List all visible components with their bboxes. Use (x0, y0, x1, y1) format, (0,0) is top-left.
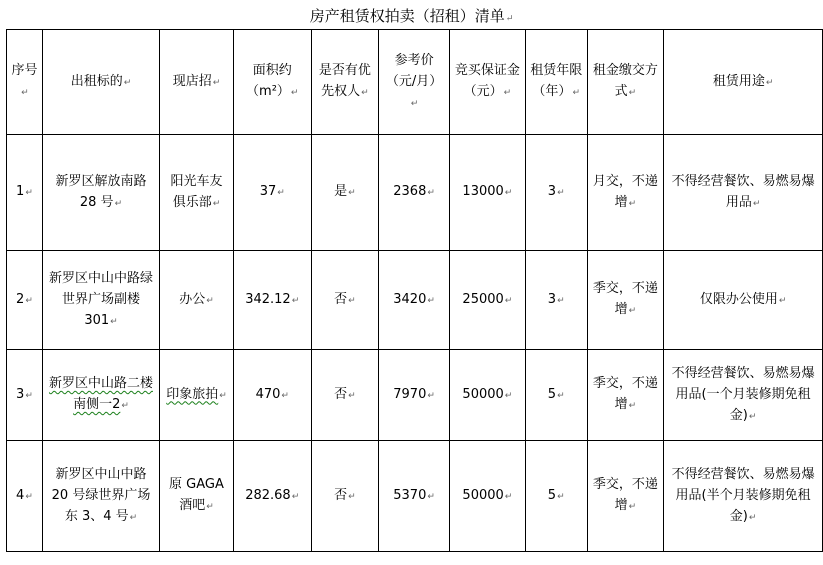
paragraph-mark-icon: ↵ (765, 77, 774, 88)
cell-deposit: 50000↵ (449, 441, 525, 552)
paragraph-mark-icon: ↵ (206, 502, 214, 512)
cell-priority: 是↵ (311, 135, 379, 251)
cell-term: 3↵ (525, 135, 587, 251)
header-priority: 是否有优先权人↵ (311, 30, 379, 135)
paragraph-mark-icon: ↵ (21, 88, 29, 98)
paragraph-mark-icon: ↵ (348, 491, 356, 502)
paragraph-mark-icon: ↵ (752, 198, 761, 209)
paragraph-mark-icon: ↵ (427, 390, 435, 401)
cell-area: 282.68↵ (233, 441, 311, 552)
paragraph-mark-icon: ↵ (348, 295, 356, 306)
cell-usage: 不得经营餐饮、易燃易爆用品↵ (664, 135, 823, 251)
cell-payment: 季交，不递增↵ (587, 350, 664, 441)
cell-ref-price: 3420↵ (379, 251, 450, 350)
cell-target: 新罗区解放南路 28 号↵ (42, 135, 159, 251)
paragraph-mark-icon: ↵ (748, 411, 757, 422)
paragraph-mark-icon: ↵ (212, 77, 221, 88)
paragraph-mark-icon: ↵ (219, 390, 227, 401)
cell-current-sign: 印象旅拍↵ (160, 350, 234, 441)
cell-deposit: 50000↵ (449, 350, 525, 441)
cell-ref-price: 7970↵ (379, 350, 450, 441)
cell-area: 470↵ (233, 350, 311, 441)
cell-current-sign: 原 GAGA 酒吧↵ (160, 441, 234, 552)
cell-target: 新罗区中山中路 20 号绿世界广场东 3、4 号↵ (42, 441, 159, 552)
cell-usage: 仅限办公使用↵ (664, 251, 823, 350)
cell-priority: 否↵ (311, 350, 379, 441)
paragraph-mark-icon: ↵ (25, 188, 33, 198)
header-current-sign: 现店招↵ (160, 30, 234, 135)
paragraph-mark-icon: ↵ (212, 198, 221, 209)
paragraph-mark-icon: ↵ (206, 295, 214, 306)
cell-seq: 1↵ (7, 135, 43, 251)
cell-current-sign: 阳光车友俱乐部↵ (160, 135, 234, 251)
paragraph-mark-icon: ↵ (572, 88, 580, 98)
paragraph-mark-icon: ↵ (504, 295, 513, 306)
paragraph-mark-icon: ↵ (121, 401, 129, 411)
paragraph-mark-icon: ↵ (281, 390, 289, 401)
cell-deposit: 13000↵ (449, 135, 525, 251)
paragraph-mark-icon: ↵ (504, 491, 513, 502)
paragraph-mark-icon: ↵ (25, 295, 33, 306)
cell-term: 5↵ (525, 441, 587, 552)
cell-area: 37↵ (233, 135, 311, 251)
paragraph-mark-icon: ↵ (628, 198, 637, 209)
cell-seq: 2↵ (7, 251, 43, 350)
cell-ref-price: 2368↵ (379, 135, 450, 251)
table-row (7, 441, 823, 552)
cell-priority: 否↵ (311, 441, 379, 552)
header-term: 租赁年限（年）↵ (525, 30, 587, 135)
table-row (7, 135, 823, 251)
table-row (7, 251, 823, 350)
paragraph-mark-icon: ↵ (110, 316, 118, 327)
paragraph-mark-icon: ↵ (25, 491, 33, 502)
paragraph-mark-icon: ↵ (427, 188, 435, 198)
header-deposit: 竞买保证金（元）↵ (449, 30, 525, 135)
cell-ref-price: 5370↵ (379, 441, 450, 552)
cell-payment: 季交，不递增↵ (587, 251, 664, 350)
header-payment: 租金缴交方式↵ (587, 30, 664, 135)
paragraph-mark-icon: ↵ (129, 512, 138, 523)
paragraph-mark-icon: ↵ (277, 188, 285, 198)
paragraph-mark-icon: ↵ (410, 98, 419, 109)
cell-seq: 3↵ (7, 350, 43, 441)
cell-target: 新罗区中山路二楼南侧一2↵ (42, 350, 159, 441)
paragraph-mark-icon: ↵ (557, 188, 565, 198)
header-area: 面积约（m²）↵ (233, 30, 311, 135)
paragraph-mark-icon: ↵ (427, 295, 435, 306)
paragraph-mark-icon: ↵ (427, 491, 435, 502)
cell-usage: 不得经营餐饮、易燃易爆用品(半个月装修期免租金)↵ (664, 441, 823, 552)
cell-term: 5↵ (525, 350, 587, 441)
table-row (7, 350, 823, 441)
paragraph-mark-icon: ↵ (505, 14, 514, 24)
paragraph-mark-icon: ↵ (348, 188, 356, 198)
paragraph-mark-icon: ↵ (291, 295, 300, 306)
paragraph-mark-icon: ↵ (557, 390, 565, 401)
page-title: 房产租赁权拍卖（招租）清单↵ (309, 7, 514, 25)
header-target: 出租标的↵ (42, 30, 159, 135)
cell-target: 新罗区中山中路绿世界广场副楼 301↵ (42, 251, 159, 350)
paragraph-mark-icon: ↵ (503, 88, 512, 98)
paragraph-mark-icon: ↵ (628, 88, 637, 98)
table-header-row (7, 30, 823, 135)
cell-payment: 季交，不递增↵ (587, 441, 664, 552)
header-seq: 序号↵ (7, 30, 43, 135)
cell-term: 3↵ (525, 251, 587, 350)
paragraph-mark-icon: ↵ (25, 390, 33, 401)
cell-current-sign: 办公↵ (160, 251, 234, 350)
header-usage: 租赁用途↵ (664, 30, 823, 135)
paragraph-mark-icon: ↵ (361, 88, 369, 98)
cell-payment: 月交，不递增↵ (587, 135, 664, 251)
paragraph-mark-icon: ↵ (628, 401, 637, 411)
paragraph-mark-icon: ↵ (748, 512, 757, 523)
rental-list-table (6, 29, 823, 552)
paragraph-mark-icon: ↵ (778, 295, 787, 306)
cell-priority: 否↵ (311, 251, 379, 350)
paragraph-mark-icon: ↵ (504, 390, 513, 401)
paragraph-mark-icon: ↵ (290, 88, 299, 98)
paragraph-mark-icon: ↵ (628, 502, 637, 512)
paragraph-mark-icon: ↵ (291, 491, 300, 502)
paragraph-mark-icon: ↵ (348, 390, 356, 401)
paragraph-mark-icon: ↵ (628, 306, 637, 316)
cell-usage: 不得经营餐饮、易燃易爆用品(一个月装修期免租金)↵ (664, 350, 823, 441)
header-ref-price: 参考价（元/月）↵ (379, 30, 450, 135)
paragraph-mark-icon: ↵ (557, 295, 565, 306)
cell-area: 342.12↵ (233, 251, 311, 350)
cell-seq: 4↵ (7, 441, 43, 552)
paragraph-mark-icon: ↵ (114, 198, 123, 209)
paragraph-mark-icon: ↵ (123, 77, 132, 88)
cell-deposit: 25000↵ (449, 251, 525, 350)
paragraph-mark-icon: ↵ (504, 188, 513, 198)
paragraph-mark-icon: ↵ (557, 491, 565, 502)
